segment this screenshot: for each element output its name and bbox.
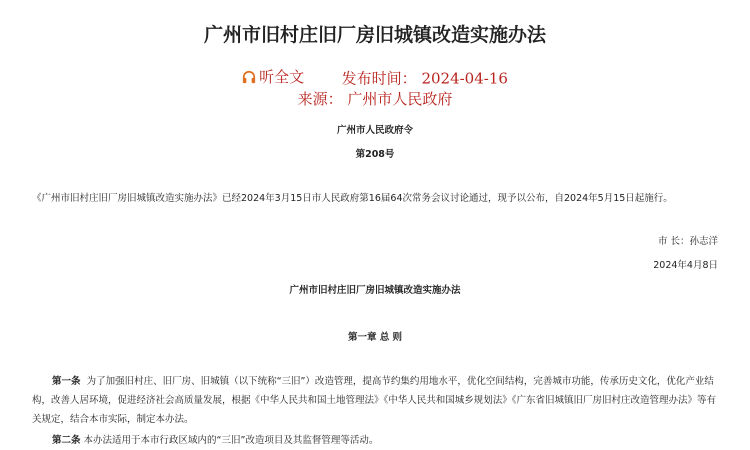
publish-date: 2024-04-16 xyxy=(421,69,508,88)
order-issuer: 广州市人民政府令 xyxy=(336,125,413,136)
article-text: 本办法适用于本市行政区域内的“三旧”改造项目及其监督管理等活动。 xyxy=(83,435,379,446)
article-paragraph xyxy=(32,372,722,429)
order-number: 第208号 xyxy=(355,149,395,160)
source-row xyxy=(0,88,750,109)
listen-button[interactable] xyxy=(242,66,304,87)
source-value: 广州市人民政府 xyxy=(347,90,453,108)
body-title: 广州市旧村庄旧厂房旧城镇改造实施办法 xyxy=(289,285,461,296)
headphone-icon xyxy=(242,70,256,84)
meta-row xyxy=(0,66,750,89)
page-title: 广州市旧村庄旧厂房旧城镇改造实施办法 xyxy=(203,24,546,46)
article-text: 为了加强旧村庄、旧厂房、旧城镇（以下统称“三旧”）改造管理，提高节约集约用地水平，优化空间结构，完善城市功能，传承历史文化，优化产业结构，改善人居环境，促进经济社会高质量发展，根据《中华人民共和国土地管理法》《中华人民共和国城乡规划法》《广东省旧城镇旧厂房旧村庄改造管理办法》等有关规定，结合本市实际，制定本办法。 xyxy=(32,376,717,425)
publish-time-label: 发布时间： xyxy=(341,69,417,88)
article-label: 第二条 xyxy=(52,435,81,446)
announcement-paragraph: 《广州市旧村庄旧厂房旧城镇改造实施办法》已经2024年3月15日市人民政府第16届64次常务会议讨论通过，现予以公布，自2024年5月15日起施行。 xyxy=(32,193,673,204)
chapter-heading: 第一章 总 则 xyxy=(347,332,403,343)
source-label: 来源： xyxy=(297,90,343,108)
article-label: 第一条 xyxy=(52,376,81,387)
listen-label: 听全文 xyxy=(259,68,305,86)
article-paragraph xyxy=(32,431,722,450)
sign-date: 2024年4月8日 xyxy=(653,260,718,271)
mayor-signature: 市 长：孙志洋 xyxy=(657,236,718,247)
